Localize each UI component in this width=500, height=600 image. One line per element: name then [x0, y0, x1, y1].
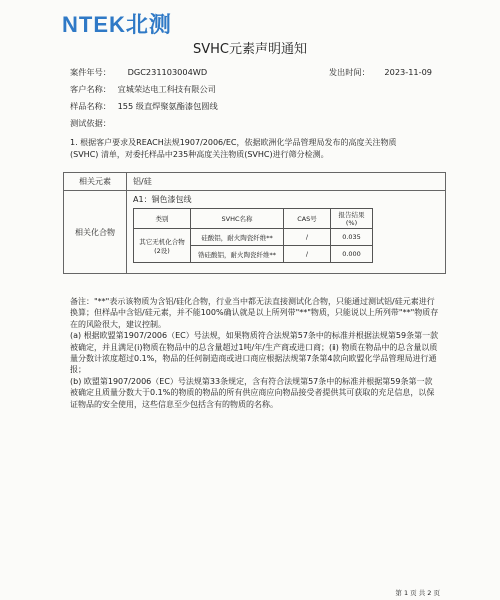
case-label: 案件年号： — [70, 67, 111, 77]
table-row — [134, 229, 373, 246]
basis-row — [70, 118, 111, 129]
svhc-table — [133, 208, 373, 263]
svhc-name: 硅酸铝，耐火陶瓷纤维** — [191, 229, 284, 246]
basis-label: 测试依据： — [70, 118, 111, 128]
intro-line-1: 1. 根据客户要求及REACH法规1907/2006/EC，依据欧洲化学品管理局发布的高度关注物质 — [70, 138, 397, 147]
result-value: 0.035 — [331, 229, 373, 246]
inner-header-cas: CAS号 — [284, 209, 331, 229]
issue-date-row — [329, 67, 432, 78]
case-number: DGC231103004WD — [127, 67, 208, 77]
document-title: SVHC元素声明通知 — [193, 42, 307, 57]
results-table — [63, 172, 446, 274]
category-cell — [134, 229, 191, 263]
category-name: 其它无机化合物 — [139, 237, 185, 246]
note-b: (b) 欧盟第1907/2006（EC）号法规第33条规定，含有符合法规第57条中的标准并根据第59条第一款被确定且质量分数大于0.1%的物质的物品的所有供应商应向物品接受者提供其可获取的充足信息，以保证物品的安全使用，这些信息至少包括含有的物质的名称。 — [70, 376, 435, 409]
note-remark: 备注："**"表示该物质为含铝/硅化合物，行业当中都无法直接测试化合物，只能通过测试铝/硅元素进行换算；但样品中含铝/硅元素，并不能100%确认就是以上所列带"**"物质，只能说以上所列带"**"物质存在的风险很大，建议控制。 — [70, 297, 439, 329]
sample-row — [70, 101, 218, 112]
issue-date: 2023-11-09 — [384, 67, 432, 77]
sample-name: 155 级直焊聚氨酯漆包圆线 — [117, 101, 218, 111]
client-label: 客户名称： — [70, 84, 111, 94]
notes-section — [70, 296, 440, 410]
compound-cell — [127, 191, 446, 274]
result-value: 0.000 — [331, 246, 373, 263]
inner-header-result: 报告结果 (%) — [331, 209, 373, 229]
cas-number: / — [284, 229, 331, 246]
category-sub: (2设) — [154, 246, 170, 255]
intro-line-2: (SVHC) 清单，对委托样品中235种高度关注物质(SVHC)进行筛分检测。 — [70, 150, 329, 159]
inner-header-category: 类别 — [134, 209, 191, 229]
note-a: (a) 根据欧盟第1907/2006（EC）号法规，如果物质符合法规第57条中的标准并根据法规第59条第一款被确定，并且满足(ⅰ)物质在物品中的总含量超过1吨/年/生产商或进口商；(ⅱ) 物质在物品中的总含量以质量分数计浓度超过0.1%，物品的任何制造商或进口商应根据法规第7条第4款向欧盟化学品管理局进行通报； — [70, 331, 439, 375]
issue-label: 发出时间： — [328, 67, 370, 77]
sample-a1-label: A1：铜色漆包线 — [133, 195, 192, 204]
compound-group-label: 相关化合物 — [64, 191, 127, 274]
table-header-left: 相关元素 — [64, 173, 127, 191]
table-header-right: 铝/硅 — [127, 173, 446, 191]
inner-header-svhc-name: SVHC名称 — [191, 209, 284, 229]
client-name: 宜城荣达电工科技有限公司 — [117, 84, 216, 94]
case-number-row — [70, 67, 207, 78]
intro-paragraph — [70, 137, 430, 161]
sample-label: 样品名称： — [70, 101, 111, 111]
cas-number: / — [284, 246, 331, 263]
client-row — [70, 84, 216, 95]
page-number: 第 1 页 共 2 页 — [395, 589, 440, 597]
svhc-name: 锆硅酸铝，耐火陶瓷纤维** — [191, 246, 284, 263]
company-logo: NTEK北测 — [62, 12, 172, 37]
